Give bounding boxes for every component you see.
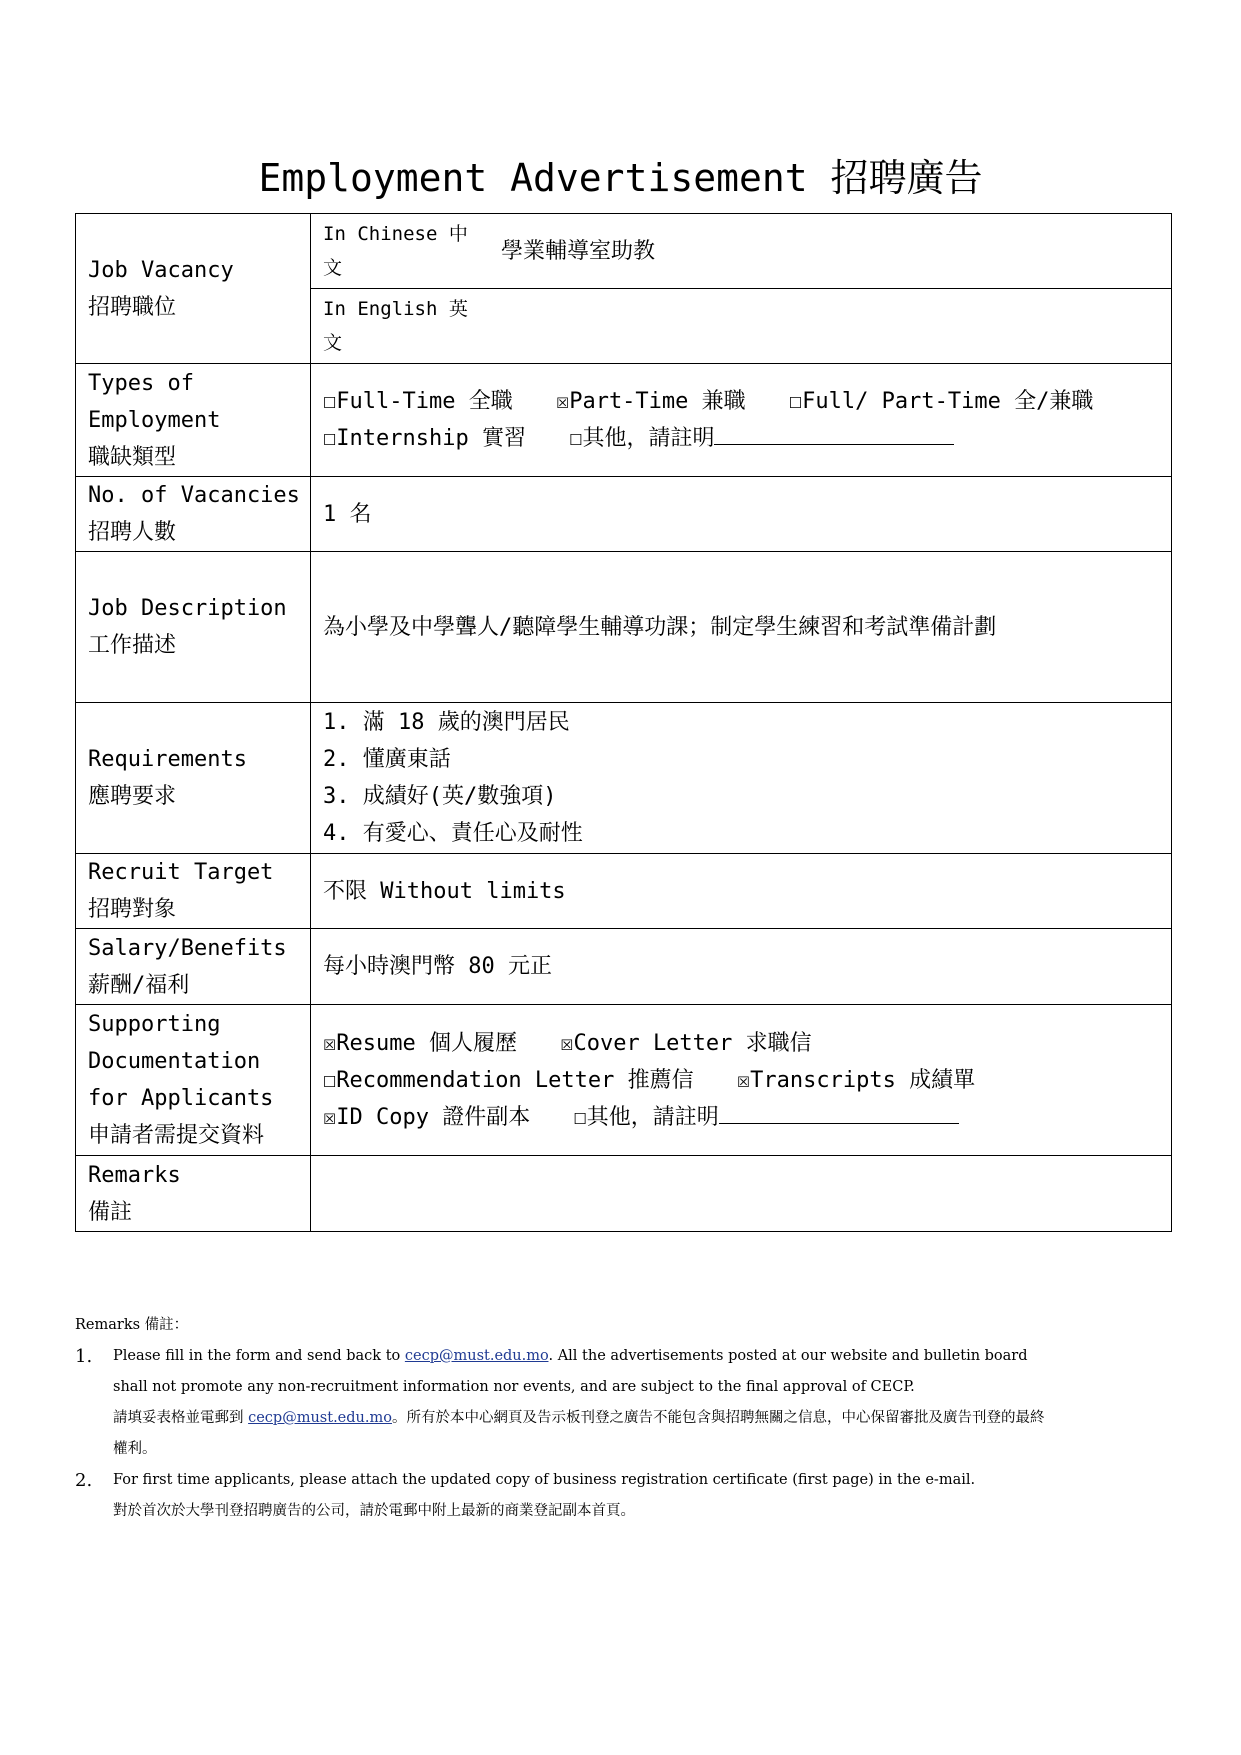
requirements-label: Requirements 應聘要求 bbox=[76, 703, 311, 854]
footer-remark-2: 2. For first time applicants, please attach the updated copy of business registration certificate (first page) in the e-mail. 對於首次於大學刊登招聘廣告的公司，請於電郵中附上最新的商業登記副本首頁。 bbox=[75, 1470, 976, 1519]
checkbox-empty-icon: ☐ bbox=[569, 426, 583, 451]
checkbox-empty-icon: ☐ bbox=[323, 389, 337, 414]
option-part-time[interactable]: ☒Part-Time 兼職 bbox=[555, 389, 746, 414]
option-cover-letter[interactable]: ☒Cover Letter 求職信 bbox=[560, 1030, 812, 1056]
job-vacancy-chinese-field[interactable]: In Chinese 中 文 學業輔導室助教 bbox=[311, 214, 1172, 289]
salary-value: 每小時澳門幣 80 元正 bbox=[311, 929, 1172, 1005]
other-specify-blank[interactable] bbox=[714, 424, 954, 445]
requirements-list bbox=[311, 703, 1172, 854]
footer-remarks-title: Remarks 備註： bbox=[75, 1317, 189, 1333]
checkbox-empty-icon: ☐ bbox=[788, 389, 803, 414]
option-transcripts[interactable]: ☒Transcripts 成績單 bbox=[736, 1067, 976, 1093]
email-link[interactable]: cecp@must.edu.mo bbox=[404, 1348, 549, 1364]
checkbox-checked-icon: ☒ bbox=[736, 1067, 751, 1093]
requirement-item: 1. 滿 18 歲的澳門居民 bbox=[323, 710, 570, 735]
job-description-label: Job Description 工作描述 bbox=[76, 552, 311, 703]
job-description-value: 為小學及中學聾人/聽障學生輔導功課；制定學生練習和考試準備計劃 bbox=[311, 552, 1172, 703]
salary-label: Salary/Benefits 薪酬/福利 bbox=[76, 929, 311, 1005]
checkbox-empty-icon: ☐ bbox=[323, 426, 337, 451]
checkbox-checked-icon: ☒ bbox=[560, 1030, 574, 1056]
recruit-target-label: Recruit Target 招聘對象 bbox=[76, 854, 311, 929]
employment-form-table bbox=[75, 213, 1172, 1232]
employment-type-options bbox=[311, 364, 1172, 477]
option-recommendation-letter[interactable]: ☐Recommendation Letter 推薦信 bbox=[323, 1067, 694, 1093]
page-title: Employment Advertisement 招聘廣告 bbox=[258, 156, 983, 200]
option-resume[interactable]: ☒Resume 個人履歷 bbox=[323, 1030, 517, 1056]
option-docs-other[interactable]: ☐其他，請註明 bbox=[573, 1099, 958, 1136]
requirement-item: 2. 懂廣東話 bbox=[323, 747, 451, 772]
checkbox-empty-icon: ☐ bbox=[323, 1067, 337, 1093]
requirement-item: 4. 有愛心、責任心及耐性 bbox=[323, 821, 583, 846]
option-full-time[interactable]: ☐Full-Time 全職 bbox=[323, 389, 513, 414]
footer-remark-1: 1. Please fill in the form and send back to cecp@must.edu.mo. All the advertisements posted at our website and bulletin board shall not promote any non-recruitment information nor events, and are subject to the final approval of CECP. 請填妥表格並電郵到 cecp@must.edu.mo。所有於本中心網頁及告示板刊登之廣告不能包含與招聘無關之信息，中心保留審批及廣告刊登的最終 權利。 bbox=[75, 1346, 1045, 1457]
job-vacancy-label: Job Vacancy 招聘職位 bbox=[76, 214, 311, 364]
option-id-copy[interactable]: ☒ID Copy 證件副本 bbox=[323, 1104, 531, 1130]
supporting-docs-label: Supporting Documentation for Applicants 申請者需提交資料 bbox=[76, 1005, 311, 1156]
job-vacancy-english-field[interactable]: In English 英 文 bbox=[311, 289, 1172, 364]
option-other[interactable]: ☐其他，請註明 bbox=[569, 420, 954, 457]
checkbox-checked-icon: ☒ bbox=[323, 1030, 337, 1056]
vacancies-label: No. of Vacancies 招聘人數 bbox=[76, 477, 311, 552]
requirement-item: 3. 成績好(英/數強項) bbox=[323, 784, 557, 809]
checkbox-empty-icon: ☐ bbox=[573, 1104, 587, 1130]
vacancies-value: 1 名 bbox=[311, 477, 1172, 552]
remarks-label: Remarks 備註 bbox=[76, 1156, 311, 1232]
employment-type-label: Types of Employment 職缺類型 bbox=[76, 364, 311, 477]
footer-remarks bbox=[75, 1310, 1175, 1527]
option-full-part-time[interactable]: ☐Full/ Part-Time 全/兼職 bbox=[788, 389, 1094, 414]
option-internship[interactable]: ☐Internship 實習 bbox=[323, 426, 526, 451]
supporting-docs-options bbox=[311, 1005, 1172, 1156]
email-link[interactable]: cecp@must.edu.mo bbox=[248, 1410, 392, 1426]
checkbox-checked-icon: ☒ bbox=[323, 1104, 337, 1130]
job-vacancy-chinese-value: 學業輔導室助教 bbox=[501, 239, 656, 264]
remarks-value[interactable] bbox=[311, 1156, 1172, 1232]
checkbox-checked-icon: ☒ bbox=[555, 389, 570, 414]
docs-other-specify-blank[interactable] bbox=[719, 1103, 959, 1124]
recruit-target-value: 不限 Without limits bbox=[311, 854, 1172, 929]
